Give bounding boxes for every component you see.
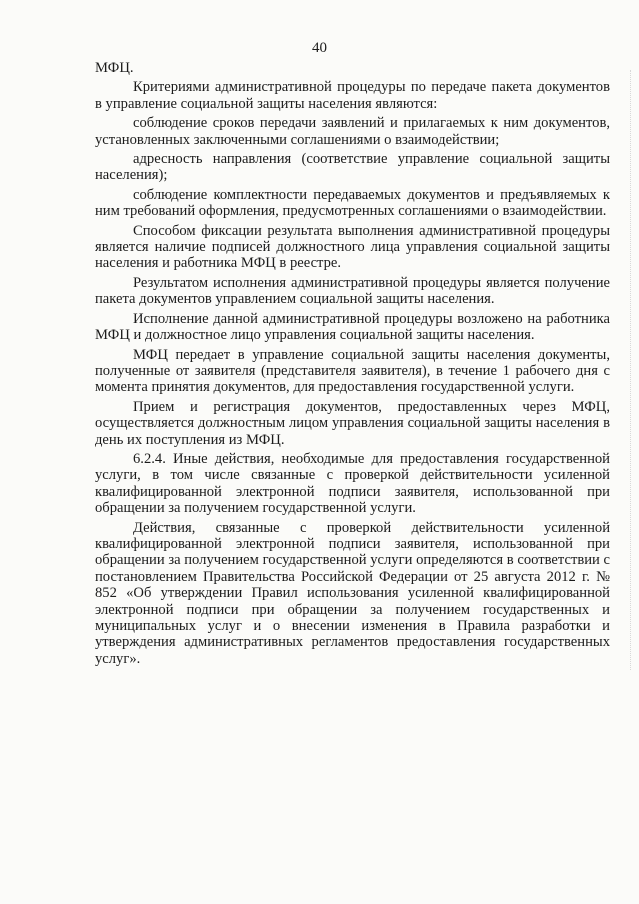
paragraph-completeness: соблюдение комплектности передаваемых документов и предъявляемых к ним требований оформления, предусмотренных соглашениями о взаимодействии. xyxy=(95,186,610,220)
paragraph-transfer: МФЦ передает в управление социальной защиты населения документы, полученные от заявителя (представителя заявителя), в течение 1 рабочего дня с момента принятия документов, для предоставления государственной услуги. xyxy=(95,346,610,396)
paragraph-addressing: адресность направления (соответствие управление социальной защиты населения); xyxy=(95,151,610,184)
paragraph-section-6-2-4: 6.2.4. Иные действия, необходимые для предоставления государственной услуги, в том числе связанные с проверкой действительности усиленной квалифицированной электронной подписи заявителя, использованной при обращении за получением государственной услуги. xyxy=(95,450,610,517)
paragraph-result: Результатом исполнения административной процедуры является получение пакета документов управлением социальной защиты населения. xyxy=(95,274,610,308)
paragraph-execution: Исполнение данной административной процедуры возложено на работника МФЦ и должностное лицо управления социальной защиты населения. xyxy=(95,310,610,344)
paragraph-mfc: МФЦ. xyxy=(95,60,134,76)
paragraph-registration: Прием и регистрация документов, предоставленных через МФЦ, осуществляется должностным лицом управления социальной защиты населения в день их поступления из МФЦ. xyxy=(95,398,610,448)
scan-margin-mark xyxy=(627,70,631,670)
paragraph-fixation-method: Способом фиксации результата выполнения административной процедуры является наличие подписей должностного лица управления социальной защиты населения и работника МФЦ в реестре. xyxy=(95,222,610,272)
document-body xyxy=(95,60,610,670)
paragraph-criteria: Критериями административной процедуры по передаче пакета документов в управление социальной защиты населения являются: xyxy=(95,79,610,112)
page-number: 40 xyxy=(312,40,327,56)
paragraph-signature-verification: Действия, связанные с проверкой действительности усиленной квалифицированной электронной подписи заявителя, использованной при обращении за получением государственной услуги определяются в соответствии с постановлением Правительства Российской Федерации от 25 августа 2012 г. № 852 «Об утверждении Правил использования усиленной квалифицированной электронной подписи при обращении за получением государственных и муниципальных услуг и о внесении изменения в Правила разработки и утверждения административных регламентов предоставления государственных услуг». xyxy=(95,519,610,667)
paragraph-deadlines: соблюдение сроков передачи заявлений и прилагаемых к ним документов, установленных заключенными соглашениями о взаимодействии; xyxy=(95,115,610,148)
